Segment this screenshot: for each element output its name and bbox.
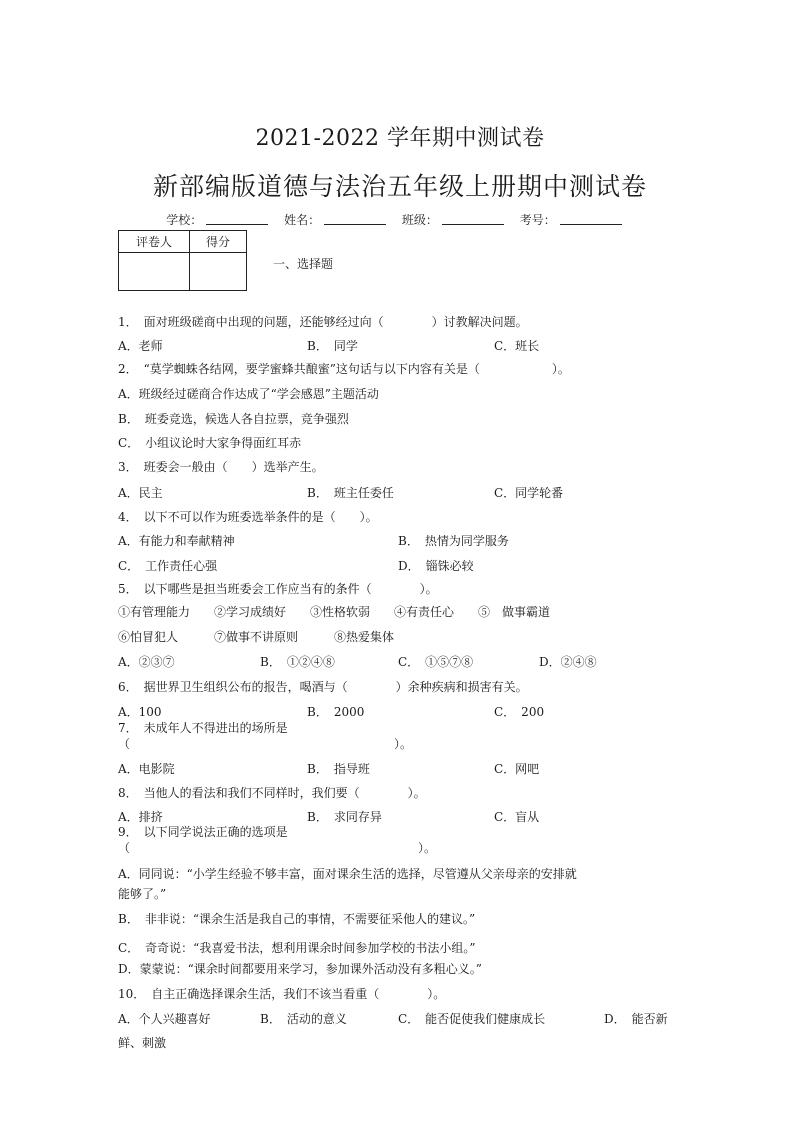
score-cell: [190, 253, 247, 291]
reviewer-cell: [119, 253, 190, 291]
name-blank[interactable]: [324, 212, 386, 225]
option-4d: D． 锱铢必较: [398, 559, 474, 573]
exam-no-label: 考号：: [519, 213, 556, 227]
option-5b: B． ①②④⑧: [260, 655, 335, 669]
option-3a: A．民主: [118, 486, 163, 500]
option-2a: A．班级经过磋商合作达成了“学会感恩”主题活动: [118, 387, 379, 401]
school-blank[interactable]: [206, 212, 268, 225]
question-10: 10． 自主正确选择课余生活，我们不该当看重（ ）。: [118, 987, 446, 1001]
name-label: 姓名：: [284, 213, 321, 227]
option-7c: C．网吧: [494, 762, 540, 776]
reviewer-header: 评卷人: [119, 231, 190, 253]
question-7-blank: （ ）。: [118, 737, 413, 751]
option-3c: C．同学轮番: [494, 486, 564, 500]
option-2b: B． 班委竞选，候选人各自拉票，竞争强烈: [118, 412, 349, 426]
option-9d: D．蒙蒙说：“课余时间都要用来学习，参加课外活动没有多粗心义。”: [118, 962, 482, 976]
question-8: 8． 当他人的看法和我们不同样时，我们要（ ）。: [118, 786, 426, 800]
question-1: 1． 面对班级磋商中出现的问题，还能够经过向（ ）讨教解决问题。: [118, 315, 528, 329]
option-5c: C． ①⑤⑦⑧: [398, 655, 474, 669]
exam-year-title: 2021-2022 学年期中测试卷: [255, 126, 545, 151]
option-5d: D．②④⑧: [539, 655, 597, 669]
class-blank[interactable]: [442, 212, 504, 225]
option-7b: B． 指导班: [307, 762, 370, 776]
exam-no-blank[interactable]: [560, 212, 622, 225]
option-10d: D． 能否新: [604, 1012, 668, 1026]
option-5a: A．②③⑦: [118, 655, 175, 669]
school-label: 学校：: [166, 213, 203, 227]
option-9a: A．同同说：“小学生经验不够丰富，面对课余生活的选择，尽管遵从父亲母亲的安排就: [118, 867, 577, 881]
option-8a: A．排挤: [118, 810, 163, 824]
class-label: 班级：: [401, 213, 438, 227]
option-9c: C． 奇奇说：“我喜爱书法，想利用课余时间参加学校的书法小组。”: [118, 941, 476, 955]
option-6c: C． 200: [494, 705, 545, 719]
score-table: [118, 230, 247, 291]
option-6a: A．100: [118, 705, 162, 719]
exam-main-title: 新部编版道德与法治五年级上册期中测试卷: [152, 172, 647, 201]
option-10a: A．个人兴趣喜好: [118, 1012, 211, 1026]
question-4: 4． 以下不可以作为班委选举条件的是（ ）。: [118, 510, 378, 524]
option-3b: B． 班主任委任: [307, 486, 394, 500]
option-4c: C． 工作责任心强: [118, 559, 218, 573]
option-9a-cont: 能够了。”: [118, 887, 167, 901]
section-title: 一、选择题: [273, 257, 334, 271]
option-6b: B． 2000: [307, 705, 365, 719]
option-8c: C．盲从: [494, 810, 540, 824]
option-7a: A．电影院: [118, 762, 175, 776]
question-9-blank: （ ）。: [118, 841, 437, 855]
score-header: 得分: [190, 231, 247, 253]
question-3: 3． 班委会一般由（ ）选举产生。: [118, 460, 324, 474]
question-7: 7． 未成年人不得进出的场所是: [118, 721, 288, 735]
option-10b: B． 活动的意义: [260, 1012, 347, 1026]
option-10d-cont: 鲜、刺激: [118, 1036, 167, 1050]
question-5-items-line1: ①有管理能力 ②学习成绩好 ③性格软弱 ④有责任心 ⑤ 做事霸道: [118, 605, 551, 619]
question-5: 5． 以下哪些是担当班委会工作应当有的条件（ ）。: [118, 582, 438, 596]
student-info-line: [0, 211, 800, 228]
question-5-items-line2: ⑥怕冒犯人 ⑦做事不讲原则 ⑧热爱集体: [118, 630, 395, 644]
option-4b: B． 热情为同学服务: [398, 534, 509, 548]
option-9b: B． 非非说：“课余生活是我自己的事情，不需要征采他人的建议。”: [118, 912, 476, 926]
option-4a: A．有能力和奉献精神: [118, 534, 235, 548]
option-1c: C．班长: [494, 339, 540, 353]
option-1a: A．老师: [118, 339, 163, 353]
option-8b: B． 求同存异: [307, 810, 382, 824]
question-6: 6． 据世界卫生组织公布的报告，喝酒与（ ）余种疾病和损害有关。: [118, 680, 528, 694]
question-9: 9． 以下同学说法正确的选项是: [118, 825, 288, 839]
option-10c: C． 能否促使我们健康成长: [398, 1012, 546, 1026]
question-2: 2． “莫学蜘蛛各结网，要学蜜蜂共酿蜜”这句话与以下内容有关是（ ）。: [118, 362, 570, 376]
option-2c: C． 小组议论时大家争得面红耳赤: [118, 436, 302, 450]
option-1b: B． 同学: [307, 339, 358, 353]
